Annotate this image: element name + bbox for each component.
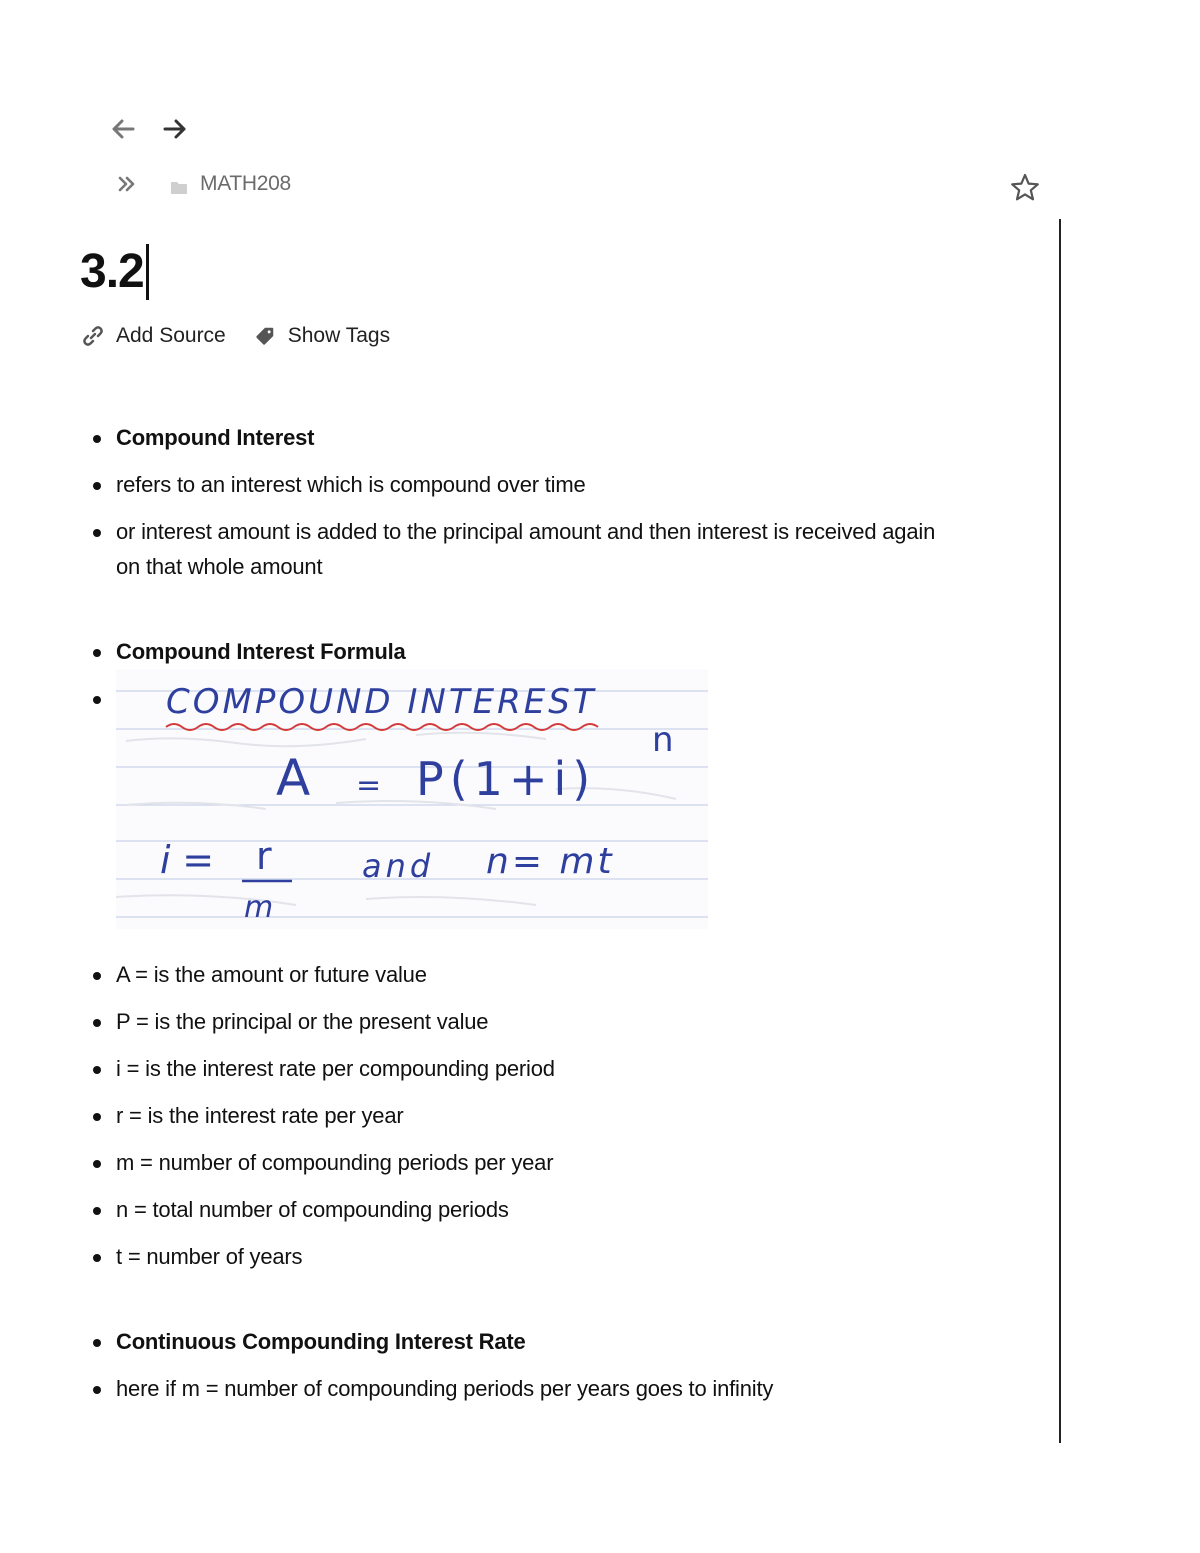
list-item: Continuous Compounding Interest Rate bbox=[88, 1324, 948, 1359]
i-definition-numerator: r bbox=[256, 834, 272, 878]
list-item: here if m = number of compounding periods per years goes to infinity bbox=[88, 1371, 948, 1406]
section-formula bbox=[88, 634, 948, 1274]
formula-lhs: A bbox=[276, 749, 311, 807]
list-item: i = is the interest rate per compounding period bbox=[88, 1051, 948, 1086]
show-tags-button[interactable] bbox=[254, 324, 390, 348]
formula-equals: = bbox=[356, 768, 381, 803]
n-definition: n= mt bbox=[486, 841, 615, 882]
breadcrumb bbox=[116, 172, 291, 196]
i-definition-lhs: i = bbox=[160, 838, 214, 882]
section-compound-interest bbox=[88, 420, 948, 584]
section-continuous-compounding bbox=[88, 1324, 948, 1406]
page-title-text: 3.2 bbox=[80, 245, 144, 298]
star-icon[interactable] bbox=[1009, 172, 1041, 204]
add-source-button[interactable] bbox=[82, 324, 226, 348]
panel-divider bbox=[1059, 219, 1061, 1443]
formula-rhs: P(1+i) bbox=[416, 752, 597, 806]
breadcrumb-folder-name[interactable]: MATH208 bbox=[200, 172, 291, 195]
handwritten-formula-svg bbox=[116, 669, 708, 929]
folder-icon bbox=[170, 177, 188, 191]
note-content[interactable] bbox=[88, 420, 948, 1418]
list-item: r = is the interest rate per year bbox=[88, 1098, 948, 1133]
list-item: A = is the amount or future value bbox=[88, 957, 948, 992]
handwritten-heading: COMPOUND INTEREST bbox=[166, 682, 597, 722]
i-definition-denominator: m bbox=[244, 890, 274, 925]
history-nav bbox=[108, 114, 190, 144]
list-item: P = is the principal or the present value bbox=[88, 1004, 948, 1039]
page-title[interactable] bbox=[80, 242, 149, 302]
list-item: m = number of compounding periods per year bbox=[88, 1145, 948, 1180]
list-item: or interest amount is added to the principal amount and then interest is received again on that whole amount bbox=[88, 514, 948, 584]
tag-icon bbox=[254, 325, 276, 347]
link-icon bbox=[82, 325, 104, 347]
formula-exponent: n bbox=[652, 720, 674, 760]
list-item: Compound Interest bbox=[88, 420, 948, 455]
page-meta-actions bbox=[82, 324, 390, 348]
arrow-left-icon[interactable] bbox=[108, 114, 138, 144]
handwritten-formula-image[interactable] bbox=[116, 669, 708, 929]
show-tags-label: Show Tags bbox=[287, 324, 391, 347]
list-item-image bbox=[88, 681, 948, 945]
list-item: refers to an interest which is compound over time bbox=[88, 467, 948, 502]
list-item: t = number of years bbox=[88, 1239, 948, 1274]
text-caret bbox=[146, 244, 149, 300]
list-item: n = total number of compounding periods bbox=[88, 1192, 948, 1227]
and-word: and bbox=[362, 847, 435, 885]
double-chevron-right-icon[interactable] bbox=[116, 173, 138, 195]
list-item: Compound Interest Formula bbox=[88, 634, 948, 669]
arrow-right-icon[interactable] bbox=[160, 114, 190, 144]
add-source-label: Add Source bbox=[116, 324, 226, 347]
